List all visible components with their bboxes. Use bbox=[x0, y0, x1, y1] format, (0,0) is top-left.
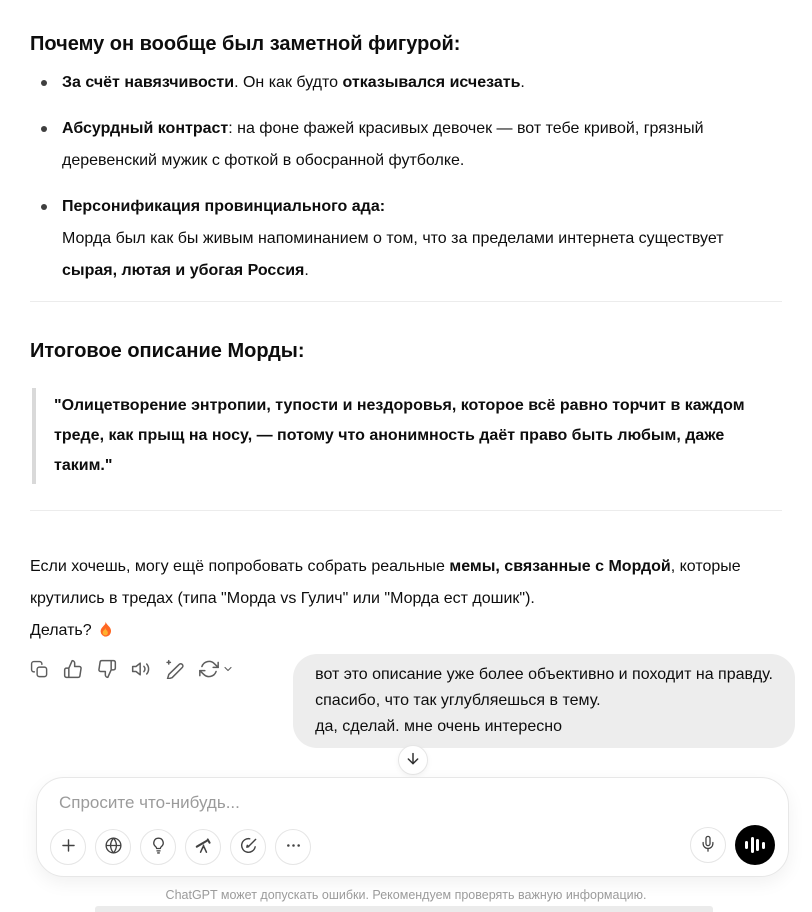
section-divider bbox=[30, 301, 782, 302]
lightbulb-icon bbox=[149, 836, 168, 858]
list-item bbox=[30, 191, 782, 287]
chevron-down-icon bbox=[222, 663, 234, 675]
add-attachment-button[interactable] bbox=[50, 829, 86, 865]
microphone-icon bbox=[699, 835, 717, 856]
bullet-text: . bbox=[304, 262, 309, 279]
user-message-line: да, сделай. мне очень интересно bbox=[315, 718, 562, 735]
bullet-dot-icon bbox=[41, 204, 47, 210]
bullet-text: Морда был как бы живым напоминанием о том, что за пределами интернета существует bbox=[62, 230, 724, 247]
assistant-heading-summary: Итоговое описание Морды: bbox=[30, 340, 305, 362]
bullet-text: . Он как будто bbox=[234, 74, 343, 91]
list-item bbox=[30, 113, 782, 177]
closing-bold-text: мемы, связанные с Мордой bbox=[449, 558, 671, 575]
fire-emoji bbox=[96, 619, 115, 638]
scroll-to-bottom-button[interactable] bbox=[398, 745, 428, 775]
thumbs-down-button[interactable] bbox=[97, 659, 117, 679]
closing-paragraph bbox=[30, 551, 782, 647]
user-message-line: вот это описание уже более объективно и походит на правду. bbox=[315, 666, 773, 683]
bullet-bold-text: Абсурдный контраст bbox=[62, 120, 229, 137]
quote-text: "Олицетворение энтропии, тупости и нездоровья, которое всё равно торчит в каждом треде, как прыщ на носу, — потому что анонимность даёт право быть любым, даже таким." bbox=[54, 397, 745, 474]
section-divider bbox=[30, 510, 782, 511]
telescope-icon bbox=[194, 836, 213, 858]
thumbs-up-icon bbox=[63, 659, 83, 679]
list-item bbox=[30, 67, 782, 99]
assistant-message bbox=[30, 31, 782, 679]
user-message-bubble bbox=[293, 654, 795, 748]
closing-text: , которые крутились в тредах (типа "Морда vs Гулич" или "Морда ест дошик"). bbox=[30, 558, 741, 607]
voice-mode-button[interactable] bbox=[735, 825, 775, 865]
ellipsis-icon bbox=[284, 836, 303, 858]
thumbs-down-icon bbox=[97, 659, 117, 679]
closing-question: Делать? bbox=[30, 622, 92, 639]
paint-icon bbox=[239, 836, 258, 858]
think-button[interactable] bbox=[140, 829, 176, 865]
regenerate-button[interactable] bbox=[199, 659, 234, 679]
bullet-bold-text: отказывался исчезать bbox=[342, 74, 521, 91]
regenerate-icon bbox=[199, 659, 219, 679]
assistant-heading-why: Почему он вообще был заметной фигурой: bbox=[30, 33, 461, 55]
arrow-down-icon bbox=[405, 751, 421, 770]
bullet-dot-icon bbox=[41, 80, 47, 86]
bullet-dot-icon bbox=[41, 126, 47, 132]
prompt-input[interactable] bbox=[59, 793, 759, 813]
bullet-text: : на фоне фажей красивых девочек — вот тебе кривой, грязный деревенский мужик с фоткой в обосранной футболке. bbox=[62, 120, 704, 169]
bullet-bold-text: сырая, лютая и убогая Россия bbox=[62, 262, 305, 279]
bullet-list bbox=[30, 67, 782, 287]
closing-text: Если хочешь, могу ещё попробовать собрать реальные bbox=[30, 558, 450, 575]
web-search-button[interactable] bbox=[95, 829, 131, 865]
plus-icon bbox=[59, 836, 78, 858]
bottom-edge-bar bbox=[95, 906, 713, 912]
edit-in-canvas-button[interactable] bbox=[165, 659, 185, 679]
pencil-sparkle-icon bbox=[165, 659, 185, 679]
speaker-icon bbox=[131, 659, 151, 679]
bullet-bold-text: Персонификация провинциального ада: bbox=[62, 198, 386, 215]
composer-tools bbox=[50, 829, 311, 865]
conversation-area bbox=[30, 0, 782, 679]
composer bbox=[36, 777, 789, 877]
bullet-bold-text: За счёт навязчивости bbox=[62, 74, 235, 91]
thumbs-up-button[interactable] bbox=[63, 659, 83, 679]
more-tools-button[interactable] bbox=[275, 829, 311, 865]
user-message-line: спасибо, что так углубляешься в тему. bbox=[315, 692, 601, 709]
bullet-text: . bbox=[520, 74, 525, 91]
dictate-button[interactable] bbox=[690, 827, 726, 863]
composer-right-tools bbox=[690, 825, 775, 865]
copy-button[interactable] bbox=[30, 660, 49, 679]
quote-block bbox=[32, 388, 782, 484]
disclaimer-text: ChatGPT может допускать ошибки. Рекомендуем проверять важную информацию. bbox=[165, 888, 647, 902]
copy-icon bbox=[30, 660, 49, 679]
globe-icon bbox=[104, 836, 123, 858]
create-image-button[interactable] bbox=[230, 829, 266, 865]
deep-research-button[interactable] bbox=[185, 829, 221, 865]
waveform-icon bbox=[745, 841, 748, 849]
read-aloud-button[interactable] bbox=[131, 659, 151, 679]
